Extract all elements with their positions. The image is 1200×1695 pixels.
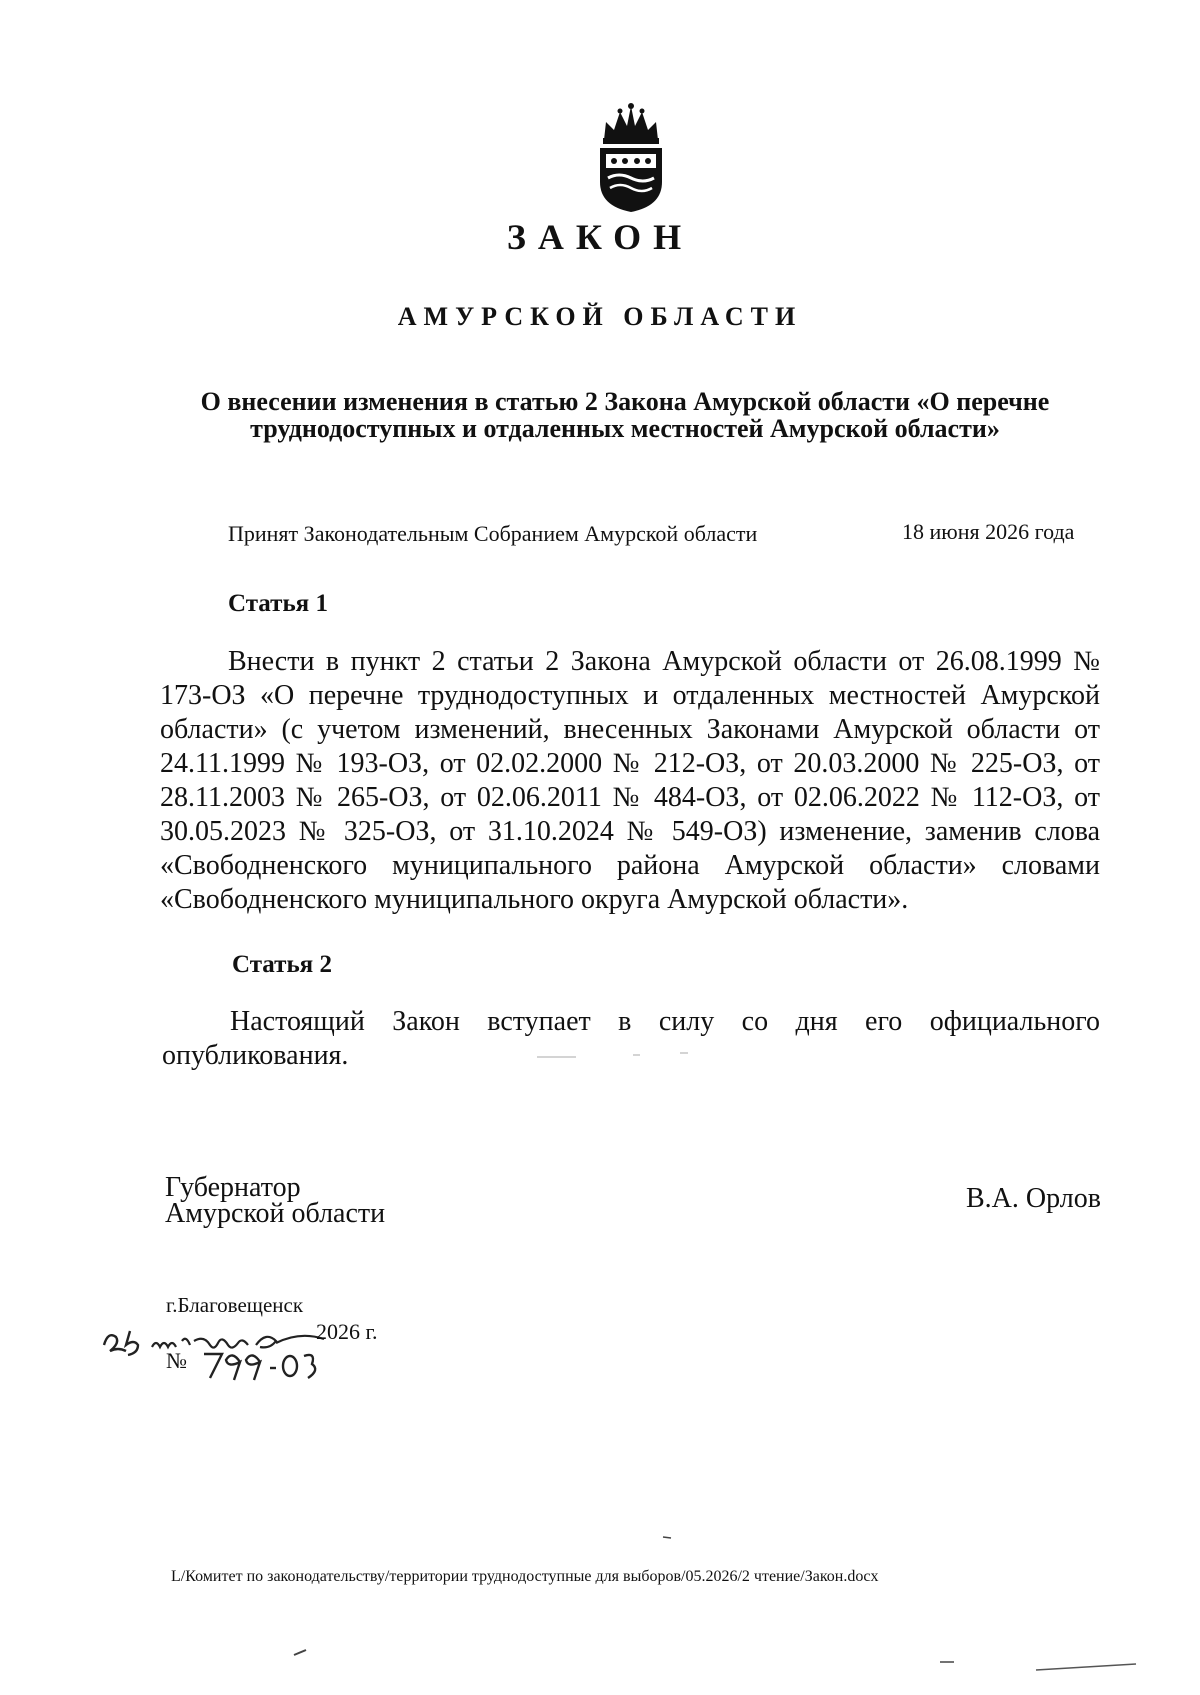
article-2-body: Настоящий Закон вступает в силу со дня его официального опубликования. — [162, 1006, 1100, 1071]
article-1-text — [160, 645, 1100, 917]
adoption-date: 18 июня 2026 года — [902, 519, 1075, 544]
article-1-body: Внести в пункт 2 статьи 2 Закона Амурской области от 26.08.1999 № 173-ОЗ «О перечне труднодоступных и отдаленных местностей Амурской области» (с учетом изменений, внесенных Законами Амурской области от 24.11.1999 № 193-ОЗ, от 02.02.2000 № 212-ОЗ, от 20.03.2000 № 225-ОЗ, от 28.11.2003 № 265-ОЗ, от 02.06.2011 № 484-ОЗ, от 02.06.2022 № 112-ОЗ, от 30.05.2023 № 325-ОЗ, от 31.10.2024 № 549-ОЗ) изменение, заменив слова «Свободненского муниципального района Амурской области» словами «Свободненского муниципального округа Амурской области». — [160, 646, 1100, 915]
document-title: ЗАКОН — [506, 217, 694, 257]
emblem — [594, 102, 668, 214]
law-title: О внесении изменения в статью 2 Закона Амурской области «О перечне труднодоступных и отдаленных местностей Амурской области» — [200, 387, 1050, 443]
adoption-text: Принят Законодательным Собранием Амурской области — [228, 521, 758, 546]
governor-position — [165, 1172, 386, 1229]
article-2-title: Статья 2 — [232, 951, 332, 978]
article-2-text — [162, 1005, 1100, 1073]
document-subtitle: АМУРСКОЙ ОБЛАСТИ — [397, 302, 803, 331]
handwritten-number — [196, 1344, 322, 1384]
coat-of-arms-icon — [594, 102, 668, 214]
article-1-title: Статья 1 — [228, 590, 328, 617]
year: 2026 г. — [316, 1319, 378, 1344]
governor-name: В.А. Орлов — [966, 1183, 1101, 1214]
file-path: L/Комитет по законодательству/территории труднодоступные для выборов/05.2026/2 чтение/Закон.docx — [171, 1568, 879, 1585]
governor-position-line1: Губернатор — [165, 1172, 301, 1203]
governor-position-line2: Амурской области — [165, 1198, 386, 1229]
city: г.Благовещенск — [166, 1293, 304, 1317]
number-label: № — [166, 1348, 187, 1373]
